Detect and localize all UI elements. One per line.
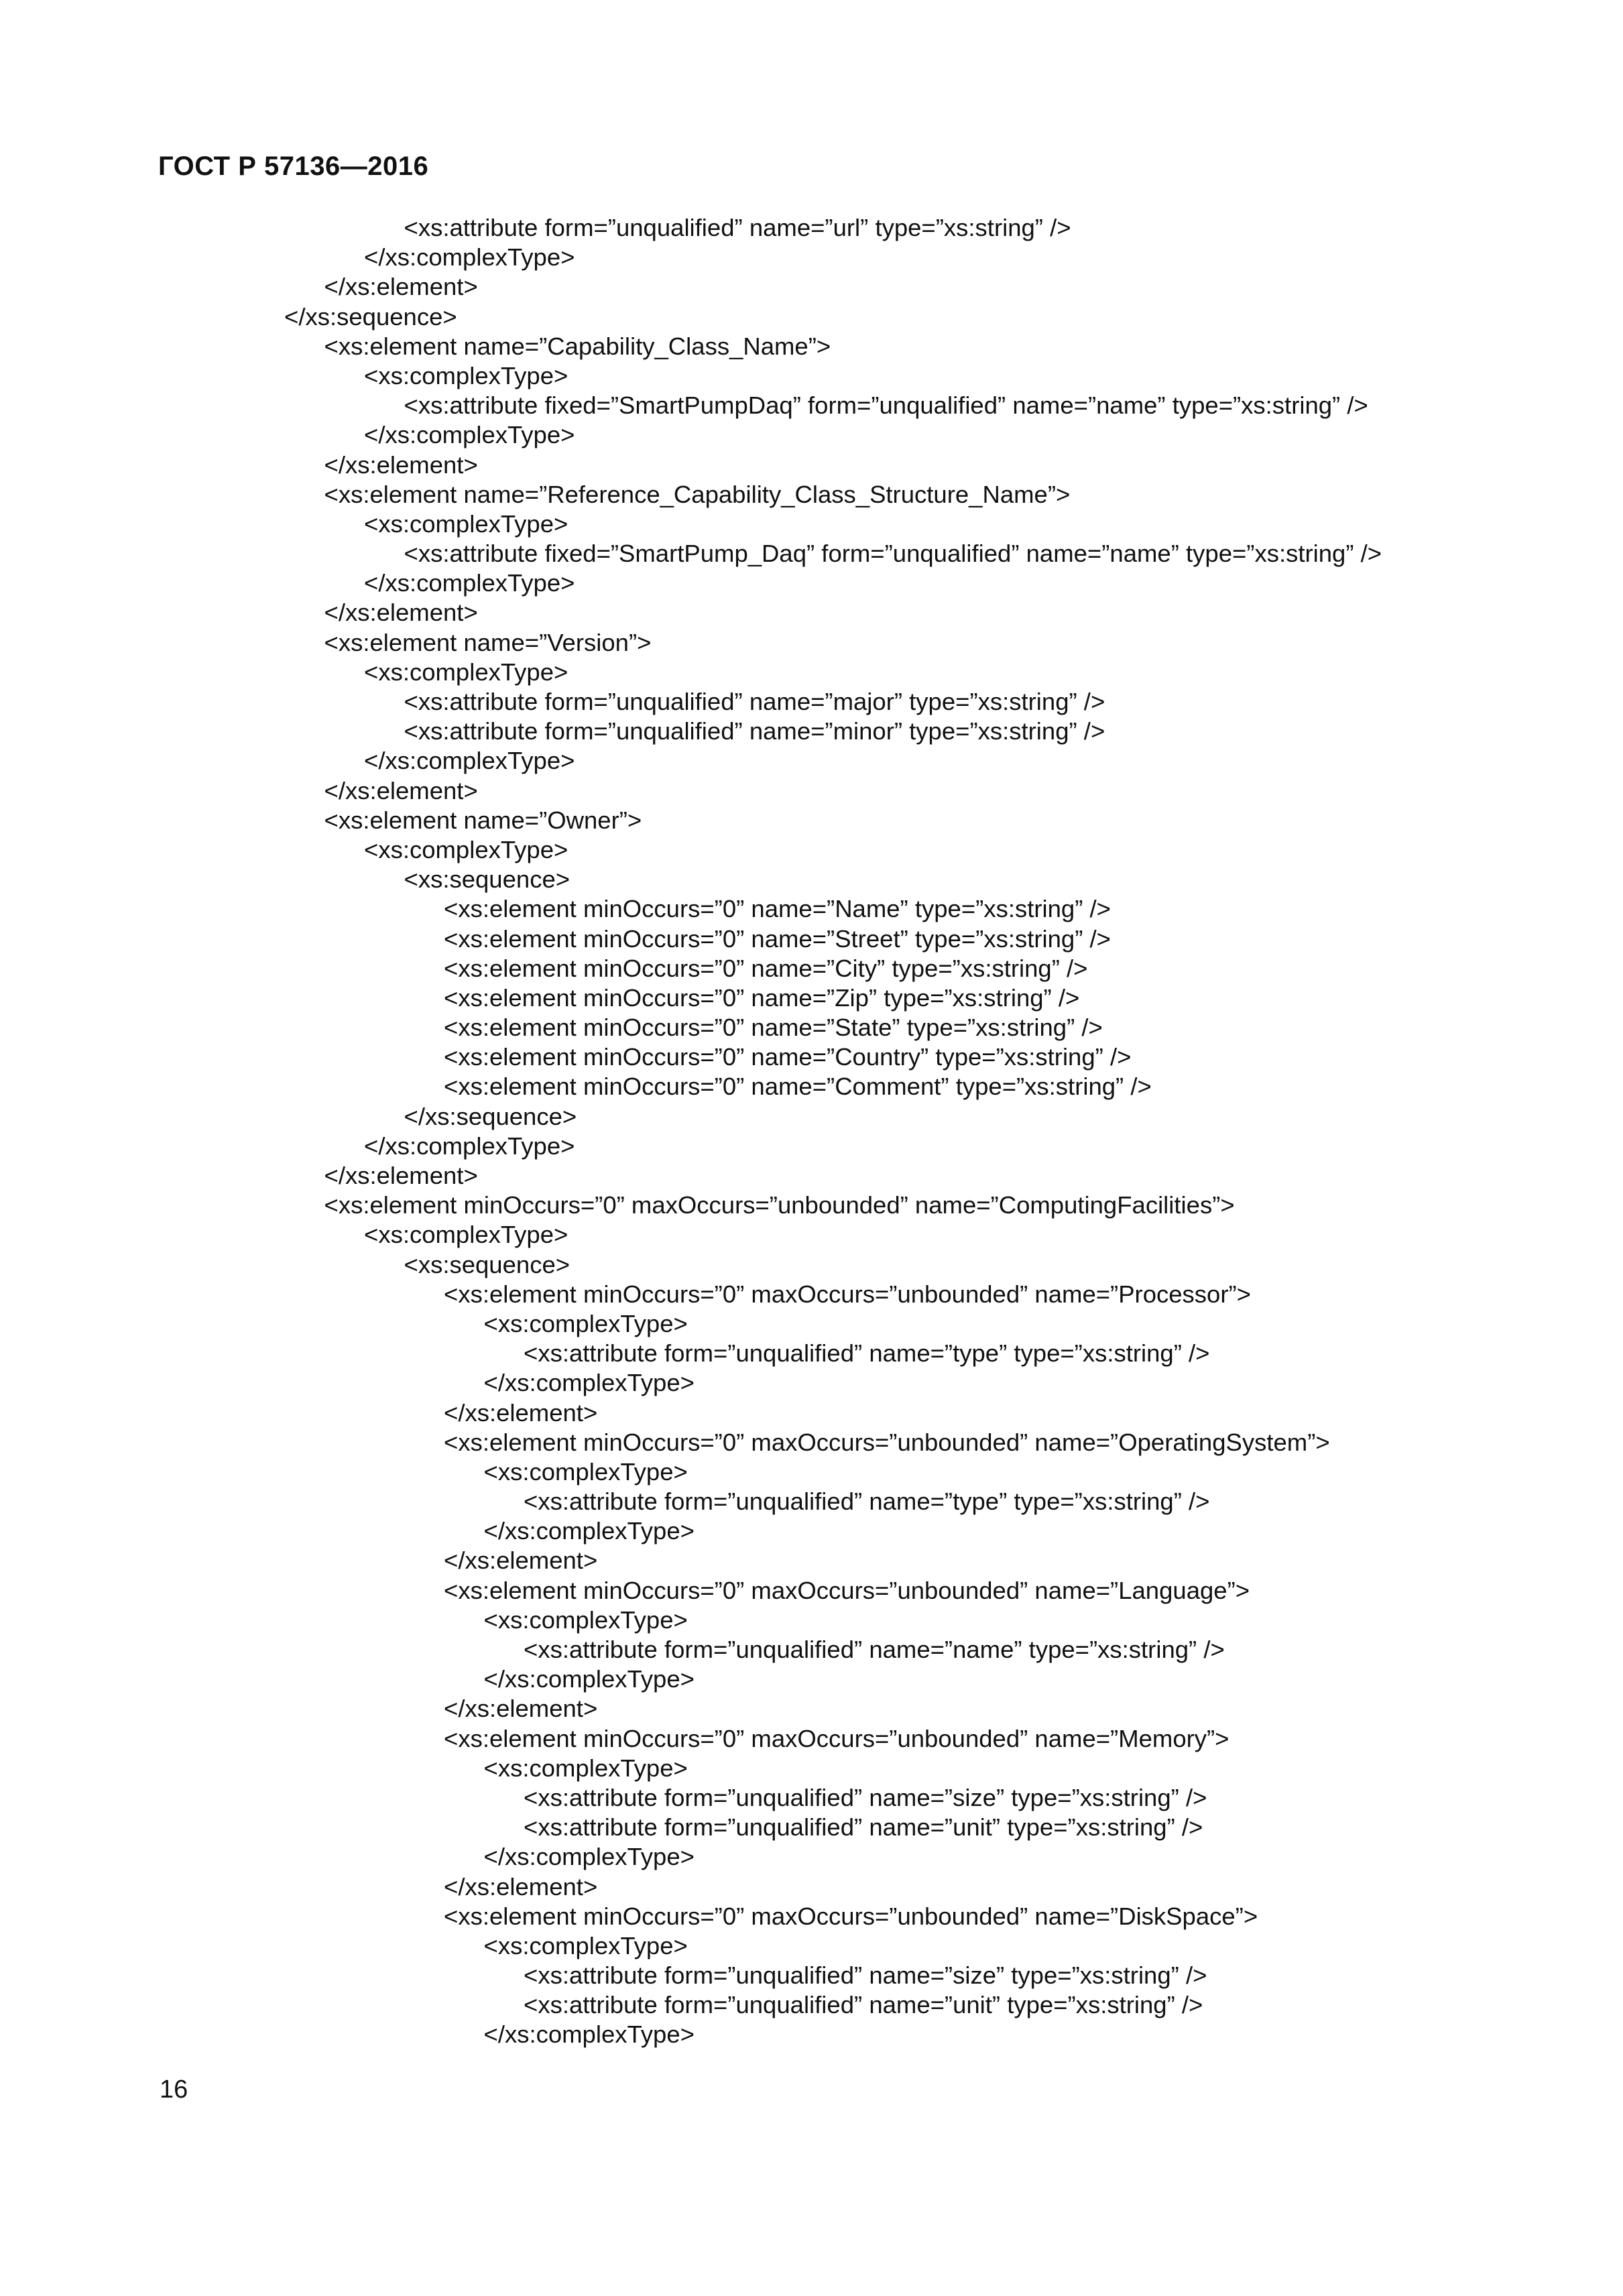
code-line [0,509,1623,539]
code-line [0,1487,1623,1516]
code-line-text: </xs:complexType> [364,243,575,271]
code-line-text: <xs:complexType> [364,835,568,863]
code-line [0,1516,1623,1546]
code-line [0,272,1623,302]
code-line [0,628,1623,658]
code-line-text: <xs:element minOccurs=”0” name=”Comment” type=”xs:string” /> [444,1073,1152,1101]
code-line-text: <xs:element minOccurs=”0” name=”Country” type=”xs:string” /> [444,1043,1132,1071]
code-line-text: </xs:element> [444,1398,598,1427]
code-line-text: <xs:complexType> [364,658,568,686]
code-line [0,1280,1623,1309]
code-line [0,1694,1623,1724]
code-line [0,1220,1623,1250]
code-line [0,361,1623,391]
code-line-text: </xs:sequence> [404,1102,577,1130]
code-line [0,1576,1623,1606]
code-line [0,480,1623,509]
code-line [0,924,1623,954]
code-line [0,1161,1623,1191]
code-line [0,568,1623,598]
code-line-text: <xs:attribute form=”unqualified” name=”size” type=”xs:string” /> [524,1783,1207,1811]
code-line-text: </xs:element> [324,1162,478,1189]
code-line [0,1191,1623,1220]
code-line [0,894,1623,924]
code-line [0,243,1623,272]
code-line-text: <xs:element minOccurs=”0” maxOccurs=”unbounded” name=”Memory”> [444,1724,1229,1752]
code-line [0,1724,1623,1754]
code-line-text: </xs:complexType> [364,747,575,775]
code-line-text: </xs:element> [324,273,478,301]
code-line [0,1132,1623,1161]
code-line-text: <xs:element name=”Owner”> [324,806,642,834]
code-line-text: <xs:complexType> [483,1309,688,1337]
code-line [0,658,1623,687]
code-line [0,1842,1623,1872]
code-line-text: </xs:element> [444,1547,598,1575]
code-line-text: <xs:sequence> [404,1250,570,1278]
code-line-text: <xs:element minOccurs=”0” name=”Zip” type=”xs:string” /> [444,983,1080,1012]
code-line [0,302,1623,332]
code-line-text: </xs:complexType> [483,1843,695,1871]
code-line-text: </xs:complexType> [364,421,575,449]
code-line-text: <xs:element name=”Reference_Capability_Class_Structure_Name”> [324,480,1071,508]
code-line-text: <xs:element minOccurs=”0” name=”City” type=”xs:string” /> [444,954,1088,982]
code-line-text: <xs:attribute form=”unqualified” name=”type” type=”xs:string” /> [524,1339,1210,1368]
code-line [0,1783,1623,1813]
code-line-text: <xs:attribute form=”unqualified” name=”unit” type=”xs:string” /> [524,1813,1203,1841]
code-line-text: <xs:attribute form=”unqualified” name=”unit” type=”xs:string” /> [524,1991,1203,2019]
code-line [0,1813,1623,1842]
code-line-text: <xs:attribute form=”unqualified” name=”type” type=”xs:string” /> [524,1488,1210,1516]
code-line [0,1902,1623,1931]
code-line [0,1013,1623,1042]
code-line-text: <xs:element minOccurs=”0” maxOccurs=”unbounded” name=”Processor”> [444,1280,1251,1308]
code-line [0,1398,1623,1428]
code-line [0,1606,1623,1635]
code-line [0,1990,1623,2020]
code-line-text: </xs:complexType> [483,1517,695,1545]
code-line [0,687,1623,717]
code-line [0,1961,1623,1990]
code-line-text: <xs:complexType> [364,361,568,389]
code-line-text: <xs:complexType> [364,509,568,538]
code-line [0,1072,1623,1101]
code-line-text: </xs:complexType> [483,1665,695,1693]
code-line-text: </xs:complexType> [483,2020,695,2049]
code-line-text: <xs:attribute form=”unqualified” name=”name” type=”xs:string” /> [524,1636,1225,1663]
code-line [0,776,1623,806]
code-line [0,835,1623,865]
code-line-text: <xs:complexType> [483,1931,688,1959]
code-line-text: <xs:attribute form=”unqualified” name=”size” type=”xs:string” /> [524,1961,1207,1990]
code-line [0,1546,1623,1575]
code-line [0,539,1623,568]
code-line [0,2020,1623,2049]
code-line [0,1635,1623,1665]
code-line [0,420,1623,450]
code-line-text: <xs:element name=”Capability_Class_Name”> [324,332,831,360]
code-line [0,806,1623,835]
code-line-text: <xs:complexType> [483,1606,688,1634]
code-line-text: <xs:complexType> [483,1457,688,1486]
code-line-text: </xs:element> [324,450,478,479]
code-line [0,213,1623,243]
code-line [0,332,1623,361]
code-line-text: <xs:complexType> [364,1221,568,1249]
code-line-text: <xs:element minOccurs=”0” maxOccurs=”unbounded” name=”DiskSpace”> [444,1902,1258,1930]
code-line-text: </xs:complexType> [364,1132,575,1160]
code-line [0,717,1623,746]
code-line-text: <xs:element minOccurs=”0” maxOccurs=”unbounded” name=”ComputingFacilities”> [324,1191,1235,1219]
code-line [0,450,1623,480]
code-line-text: </xs:complexType> [483,1369,695,1397]
code-line-text: </xs:element> [324,776,478,804]
code-line [0,1309,1623,1339]
code-line [0,1339,1623,1368]
code-line-text: </xs:complexType> [364,569,575,597]
code-line [0,1872,1623,1902]
code-line-text: <xs:attribute form=”unqualified” name=”major” type=”xs:string” /> [404,688,1105,715]
code-line-text: <xs:attribute fixed=”SmartPumpDaq” form=”unqualified” name=”name” type=”xs:string” /> [404,391,1368,420]
code-line [0,1250,1623,1280]
code-line [0,1754,1623,1783]
code-line-text: <xs:element minOccurs=”0” maxOccurs=”unbounded” name=”OperatingSystem”> [444,1428,1330,1456]
code-line [0,1931,1623,1961]
xml-schema-code-block [0,213,1623,2050]
code-line-text: <xs:element minOccurs=”0” name=”Street” type=”xs:string” /> [444,924,1111,953]
code-line-text: <xs:element name=”Version”> [324,628,652,656]
code-line [0,983,1623,1013]
code-line [0,1368,1623,1398]
page-number: 16 [160,2075,188,2104]
document-header-title: ГОСТ Р 57136—2016 [158,152,429,181]
code-line-text: <xs:attribute fixed=”SmartPump_Daq” form=”unqualified” name=”name” type=”xs:string” /> [404,540,1382,568]
code-line-text: <xs:attribute form=”unqualified” name=”minor” type=”xs:string” /> [404,717,1105,745]
code-line [0,1665,1623,1694]
code-line [0,1042,1623,1072]
code-line-text: <xs:complexType> [483,1754,688,1782]
code-line [0,598,1623,627]
code-line-text: </xs:sequence> [284,302,457,330]
code-line [0,954,1623,983]
code-line [0,865,1623,894]
code-line-text: <xs:element minOccurs=”0” name=”State” type=”xs:string” /> [444,1014,1103,1042]
code-line-text: <xs:element minOccurs=”0” maxOccurs=”unbounded” name=”Language”> [444,1576,1250,1604]
code-line [0,391,1623,420]
code-line-text: <xs:attribute form=”unqualified” name=”url” type=”xs:string” /> [404,214,1071,241]
code-line [0,1428,1623,1457]
code-line-text: </xs:element> [444,1872,598,1900]
code-line-text: </xs:element> [324,599,478,627]
code-line-text: <xs:sequence> [404,865,570,894]
code-line [0,746,1623,776]
code-line-text: <xs:element minOccurs=”0” name=”Name” type=”xs:string” /> [444,895,1111,923]
code-line [0,1102,1623,1132]
code-line [0,1457,1623,1487]
code-line-text: </xs:element> [444,1695,598,1723]
